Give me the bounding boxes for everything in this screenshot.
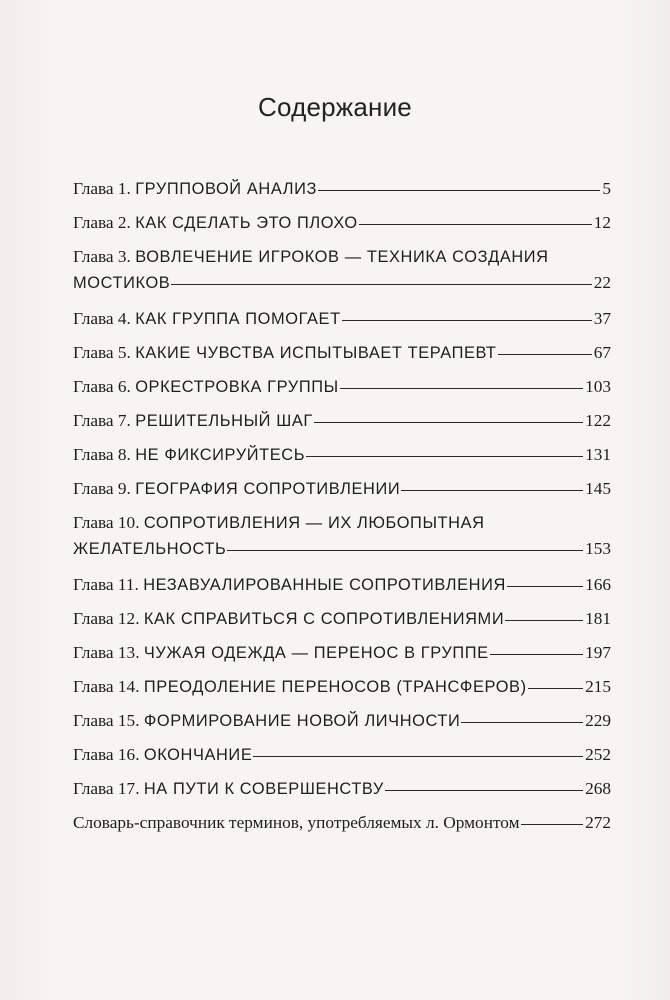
toc-entry-text [73,442,305,468]
toc-chapter-prefix: Глава 9. [73,479,136,498]
toc-entry-line [73,708,611,734]
toc-entry-line [73,270,611,296]
toc-page-number: 181 [585,609,611,628]
toc-page-number: 103 [585,377,611,396]
toc-entry-text [73,476,400,502]
leader-line [498,354,592,355]
toc-entry-line [73,640,611,666]
toc-page-number: 37 [593,309,611,328]
toc-page-number: 272 [585,813,611,832]
toc-page-number: 166 [585,575,611,594]
toc-entry-text [73,536,226,562]
toc-chapter-prefix: Глава 1. [73,179,136,198]
toc-chapter-prefix: Глава 12. [73,609,144,628]
toc-entry[interactable] [73,810,611,844]
toc-page-number: 122 [585,411,611,430]
toc-chapter-title: КАК СДЕЛАТЬ ЭТО ПЛОХО [135,214,358,232]
toc-entry-first-line [73,244,611,270]
toc-entry[interactable] [73,742,611,776]
leader-line [340,388,583,389]
toc-entry-line [73,442,611,468]
toc-entry[interactable] [73,374,611,408]
toc-entry-text [73,270,170,296]
leader-line [306,456,583,457]
toc-chapter-title: СОПРОТИВЛЕНИЯ — ИХ ЛЮБОПЫТНАЯ [143,514,485,532]
toc-entry-line [73,374,611,400]
toc-page-number: 252 [585,745,611,764]
toc-chapter-title: РЕШИТЕЛЬНЫЙ ШАГ [135,412,313,430]
toc-page-number: 153 [585,539,611,558]
leader-line [528,688,583,689]
toc-page-number: 67 [593,343,611,362]
toc-chapter-title: ОРКЕСТРОВКА ГРУППЫ [135,378,339,396]
toc-entry-line [73,476,611,502]
leader-line [318,190,600,191]
toc-chapter-title: ОКОНЧАНИЕ [143,746,253,764]
toc-chapter-title-continued: ЖЕЛАТЕЛЬНОСТЬ [73,540,227,558]
toc-chapter-title: ГЕОГРАФИЯ СОПРОТИВЛЕНИИ [135,480,401,498]
leader-line [385,790,583,791]
toc-chapter-prefix: Глава 7. [73,411,136,430]
toc-entry-line [73,776,611,802]
toc-entry[interactable] [73,306,611,340]
toc-entry-line [73,572,611,598]
toc-entry[interactable] [73,606,611,640]
toc-chapter-prefix: Глава 8. [73,445,136,464]
toc-chapter-prefix: Глава 17. [73,779,144,798]
toc-entry[interactable] [73,510,611,572]
toc-entry-line [73,674,611,700]
toc-page-number: 268 [585,779,611,798]
toc-chapter-prefix: Глава 16. [73,745,144,764]
toc-chapter-title: КАК ГРУППА ПОМОГАЕТ [135,310,341,328]
toc-chapter-prefix: Глава 4. [73,309,136,328]
toc-entry-text [73,572,506,598]
toc-chapter-prefix: Глава 6. [73,377,136,396]
toc-entry[interactable] [73,408,611,442]
toc-entry-line [73,536,611,562]
toc-chapter-title: КАК СПРАВИТЬСЯ С СОПРОТИВЛЕНИЯМИ [143,610,505,628]
toc-entry-text [73,810,520,835]
toc-entry[interactable] [73,210,611,244]
page-title: Содержание [258,92,412,122]
toc-page-number: 5 [602,179,611,198]
toc-entry-first-line [73,510,611,536]
toc-entry-line [73,742,611,768]
toc-entry-line [73,210,611,236]
toc-entry-title: Словарь-справочник терминов, употребляемых л. Ормонтом [73,813,520,832]
toc-entry[interactable] [73,572,611,606]
toc-entry-line [73,408,611,434]
leader-line [505,620,583,621]
toc-chapter-prefix: Глава 11. [73,575,144,594]
toc-chapter-title-continued: МОСТИКОВ [73,274,171,292]
toc-entry[interactable] [73,776,611,810]
toc-chapter-title: ЧУЖАЯ ОДЕЖДА — ПЕРЕНОС В ГРУППЕ [143,644,489,662]
toc-chapter-title: ВОВЛЕЧЕНИЕ ИГРОКОВ — ТЕХНИКА СОЗДАНИЯ [135,248,549,266]
toc-chapter-prefix: Глава 10. [73,513,144,532]
toc-entry-line [73,606,611,632]
leader-line [401,490,583,491]
toc-entry-line [73,176,611,202]
leader-line [461,722,583,723]
toc-chapter-title: ГРУППОВОЙ АНАЛИЗ [135,180,317,198]
toc-entry[interactable] [73,476,611,510]
toc-entry-text [73,776,384,802]
toc-entry[interactable] [73,708,611,742]
toc-entry[interactable] [73,442,611,476]
toc-entry-text [73,408,313,434]
toc-entry-text [73,306,341,332]
toc-chapter-title: КАКИЕ ЧУВСТВА ИСПЫТЫВАЕТ ТЕРАПЕВТ [135,344,497,362]
leader-line [253,756,583,757]
leader-line [490,654,583,655]
toc-entry-text [73,374,339,400]
toc-entry[interactable] [73,340,611,374]
toc-entry[interactable] [73,244,611,306]
toc-entry-line [73,306,611,332]
leader-line [521,824,584,825]
toc-page-number: 131 [585,445,611,464]
toc-chapter-prefix: Глава 14. [73,677,144,696]
toc-chapter-title: ПРЕОДОЛЕНИЕ ПЕРЕНОСОВ (ТРАНСФЕРОВ) [143,678,527,696]
leader-line [314,422,583,423]
toc-entry-line [73,810,611,835]
toc-page-number: 215 [585,677,611,696]
toc-page-number: 12 [593,213,611,232]
toc-entry-text [73,674,527,700]
toc-entry-text [73,640,489,666]
toc-chapter-prefix: Глава 2. [73,213,136,232]
toc-entry-text [73,176,317,202]
toc-entry-text [73,708,460,734]
toc-entry[interactable] [73,674,611,708]
leader-line [359,224,592,225]
toc-chapter-prefix: Глава 15. [73,711,144,730]
leader-line [342,320,592,321]
toc-entry-text [73,210,358,236]
toc-page-number: 22 [593,273,611,292]
toc-entry-text [73,606,504,632]
table-of-contents [73,176,611,844]
leader-line [171,284,591,285]
toc-page-number: 229 [585,711,611,730]
toc-page-number: 197 [585,643,611,662]
toc-chapter-title: НЕ ФИКСИРУЙТЕСЬ [135,446,306,464]
leader-line [227,550,583,551]
toc-chapter-title: ФОРМИРОВАНИЕ НОВОЙ ЛИЧНОСТИ [143,712,461,730]
toc-entry[interactable] [73,176,611,210]
toc-chapter-prefix: Глава 13. [73,643,144,662]
toc-chapter-prefix: Глава 3. [73,247,136,266]
toc-entry-text [73,340,497,366]
toc-entry[interactable] [73,640,611,674]
leader-line [507,586,583,587]
toc-entry-line [73,340,611,366]
toc-chapter-prefix: Глава 5. [73,343,136,362]
toc-entry-text [73,742,252,768]
toc-page-number: 145 [585,479,611,498]
toc-chapter-title: НА ПУТИ К СОВЕРШЕНСТВУ [143,780,384,798]
toc-chapter-title: НЕЗАВУАЛИРОВАННЫЕ СОПРОТИВЛЕНИЯ [143,576,506,594]
